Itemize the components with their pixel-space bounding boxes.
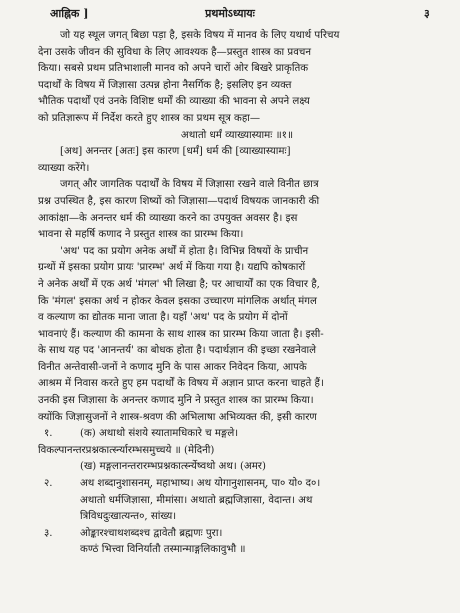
text-line: उनकी इस जिज्ञासा के अनन्तर कणाद मुनि ने प्रस्तुत शास्त्र का प्रारम्भ किया। [38, 395, 314, 407]
word-gloss [38, 144, 436, 177]
footnote-line: विकल्पानन्तरप्रश्नकार्त्स्न्यारम्भसमुच्चये ॥ (मेदिनी) [38, 444, 215, 456]
footnote-number: २. [44, 478, 53, 490]
paragraph [38, 177, 436, 243]
text-line: किया। सबसे प्रथम प्रतिभाशाली मानव को अपने चारों ओर बिखरे प्राकृतिक [38, 63, 309, 75]
intro-paragraph [38, 28, 436, 128]
text-line: प्रश्न उपस्थित है, इस कारण शिष्यों को जिज्ञासा—पदार्थ विषयक जानकारी की [38, 195, 320, 207]
gloss-word: व्याख्यास्यामः [239, 146, 287, 158]
text-line: विनीत अन्तेवासी-जनों ने कणाद मुनि के पास आकर निवेदन किया, आपके [38, 361, 307, 373]
gloss-word: अथ [63, 146, 79, 158]
gloss-word: अतः [119, 146, 135, 158]
gloss-meaning: धर्म की [206, 146, 233, 158]
page-body [38, 28, 436, 559]
footnote-line: त्रिविधदुःखात्यन्त०, सांख्य। [80, 511, 177, 523]
gloss-line: [अथ] अनन्तर [अतः] इस कारण [धर्मं] धर्म की [व्याख्यास्यामः] [60, 146, 291, 158]
footnote-line [38, 426, 436, 443]
footnote-line: (ख) मङ्गलानन्तरारम्भप्रश्नकार्त्स्न्येष्वथो अथ। (अमर) [80, 461, 266, 473]
text-line: व कल्याण का द्योतक माना जाता है। यहाँ 'अथ' पद के प्रयोग में दोनों [38, 312, 288, 324]
text-line: कि 'मंगल' इसका अर्थ न होकर केवल इसका उच्चारण मांगलिक अर्थात् मंगल [38, 295, 317, 307]
gloss-line: व्याख्या करेंगे। [38, 162, 90, 174]
text-line: जो यह स्थूल जगत् बिछा पड़ा है, इसके विषय में मानव के लिए यथार्थ परिचय [60, 30, 340, 41]
text-line: भावना से महर्षि कणाद ने प्रस्तुत शास्त्र का प्रारम्भ किया। [38, 229, 244, 241]
text-line: के साथ यह पद 'आनन्तर्य' का बोधक होता है। पदार्थज्ञान की इच्छा रखनेवाले [38, 345, 317, 357]
text-line: 'अथ' पद का प्रयोग अनेक अर्थों में होता है। विभिन्न विषयों के प्राचीन [60, 245, 309, 257]
footnote-line: कण्ठं भित्त्वा विनिर्यातौ तस्मान्माङ्गलिकावुभौ ॥ [80, 544, 246, 556]
text-line: भौतिक पदार्थों एवं उनके विशिष्ट धर्मों की व्याख्या की भावना से अपने लक्ष्य [38, 96, 310, 108]
footnote-text: ओङ्कारश्चाथशब्दश्च द्वावेतौ ब्रह्मणः पुरा। [80, 527, 223, 539]
page-number: ३ [424, 7, 430, 20]
text-line: आकांक्षा—के अनन्तर धर्म की व्याख्या करने का उपयुक्त अवसर है। इस [38, 212, 298, 224]
text-line: पदार्थों के विषय में जिज्ञासा उत्पन्न होना नैसर्गिक है; इसलिए इन व्यक्त [38, 79, 292, 91]
sutra: अथातो धर्मं व्याख्यास्यामः ॥१॥ [180, 129, 294, 141]
footnote-number: ३. [44, 527, 53, 539]
header-left: आह्निक ] [50, 7, 89, 20]
gloss-meaning: अनन्तर [85, 146, 113, 158]
footnote-number: १. [44, 428, 53, 440]
text-line: जगत् और जागतिक पदार्थों के विषय में जिज्ञासा रखने वाले विनीत छात्र [60, 179, 319, 191]
text-line: ने अनेक अर्थों में एक अर्थ 'मंगल' भी लिखा है; पर आचार्यों का एक विचार है, [38, 278, 320, 290]
footnote-line [38, 476, 436, 493]
text-line: क्योंकि जिज्ञासुजनों ने शास्त्र-श्रवण की अभिलाषा अभिव्यक्त की, इसी कारण [38, 411, 317, 423]
text-line: देना उसके जीवन की सुविधा के लिए आवश्यक है—प्रस्तुत शास्त्र का प्रवचन [38, 46, 311, 58]
gloss-word: धर्मं [186, 146, 199, 158]
text-line: आश्रम में निवास करते हुए हम पदार्थों के विषय में अज्ञान प्राप्त करना चाहते हैं। [38, 378, 324, 390]
footnote-text: (क) अथाथो संशये स्यातामधिकारे च मङ्गले। [80, 428, 239, 440]
text-line: को प्रतिज्ञारूप में निर्देश करते हुए शास्त्र का प्रथम सूत्र कहा— [38, 112, 261, 124]
footnote-line [38, 526, 436, 543]
footnote-text: अथ शब्दानुशासनम्, महाभाष्य। अथ योगानुशासनम्, पा० यो० द०। [80, 478, 321, 490]
paragraph [38, 244, 436, 427]
footnotes [38, 426, 436, 559]
footnote-line: अथातो धर्मजिज्ञासा, मीमांसा। अथातो ब्रह्मजिज्ञासा, वेदान्त। अथ [80, 494, 313, 506]
text-line: भावनाएं हैं। कल्याण की कामना के साथ शास्त्र का प्रारम्भ किया जाता है। इसी- [38, 328, 324, 340]
running-header [0, 6, 460, 24]
text-line: ग्रन्थों में इसका प्रयोग प्रायः 'प्रारम्भ' अर्थ में किया गया है। यद्यपि कोषकारों [38, 262, 306, 274]
header-title: प्रथमोऽध्यायः [205, 7, 255, 20]
gloss-meaning: इस कारण [142, 146, 180, 158]
